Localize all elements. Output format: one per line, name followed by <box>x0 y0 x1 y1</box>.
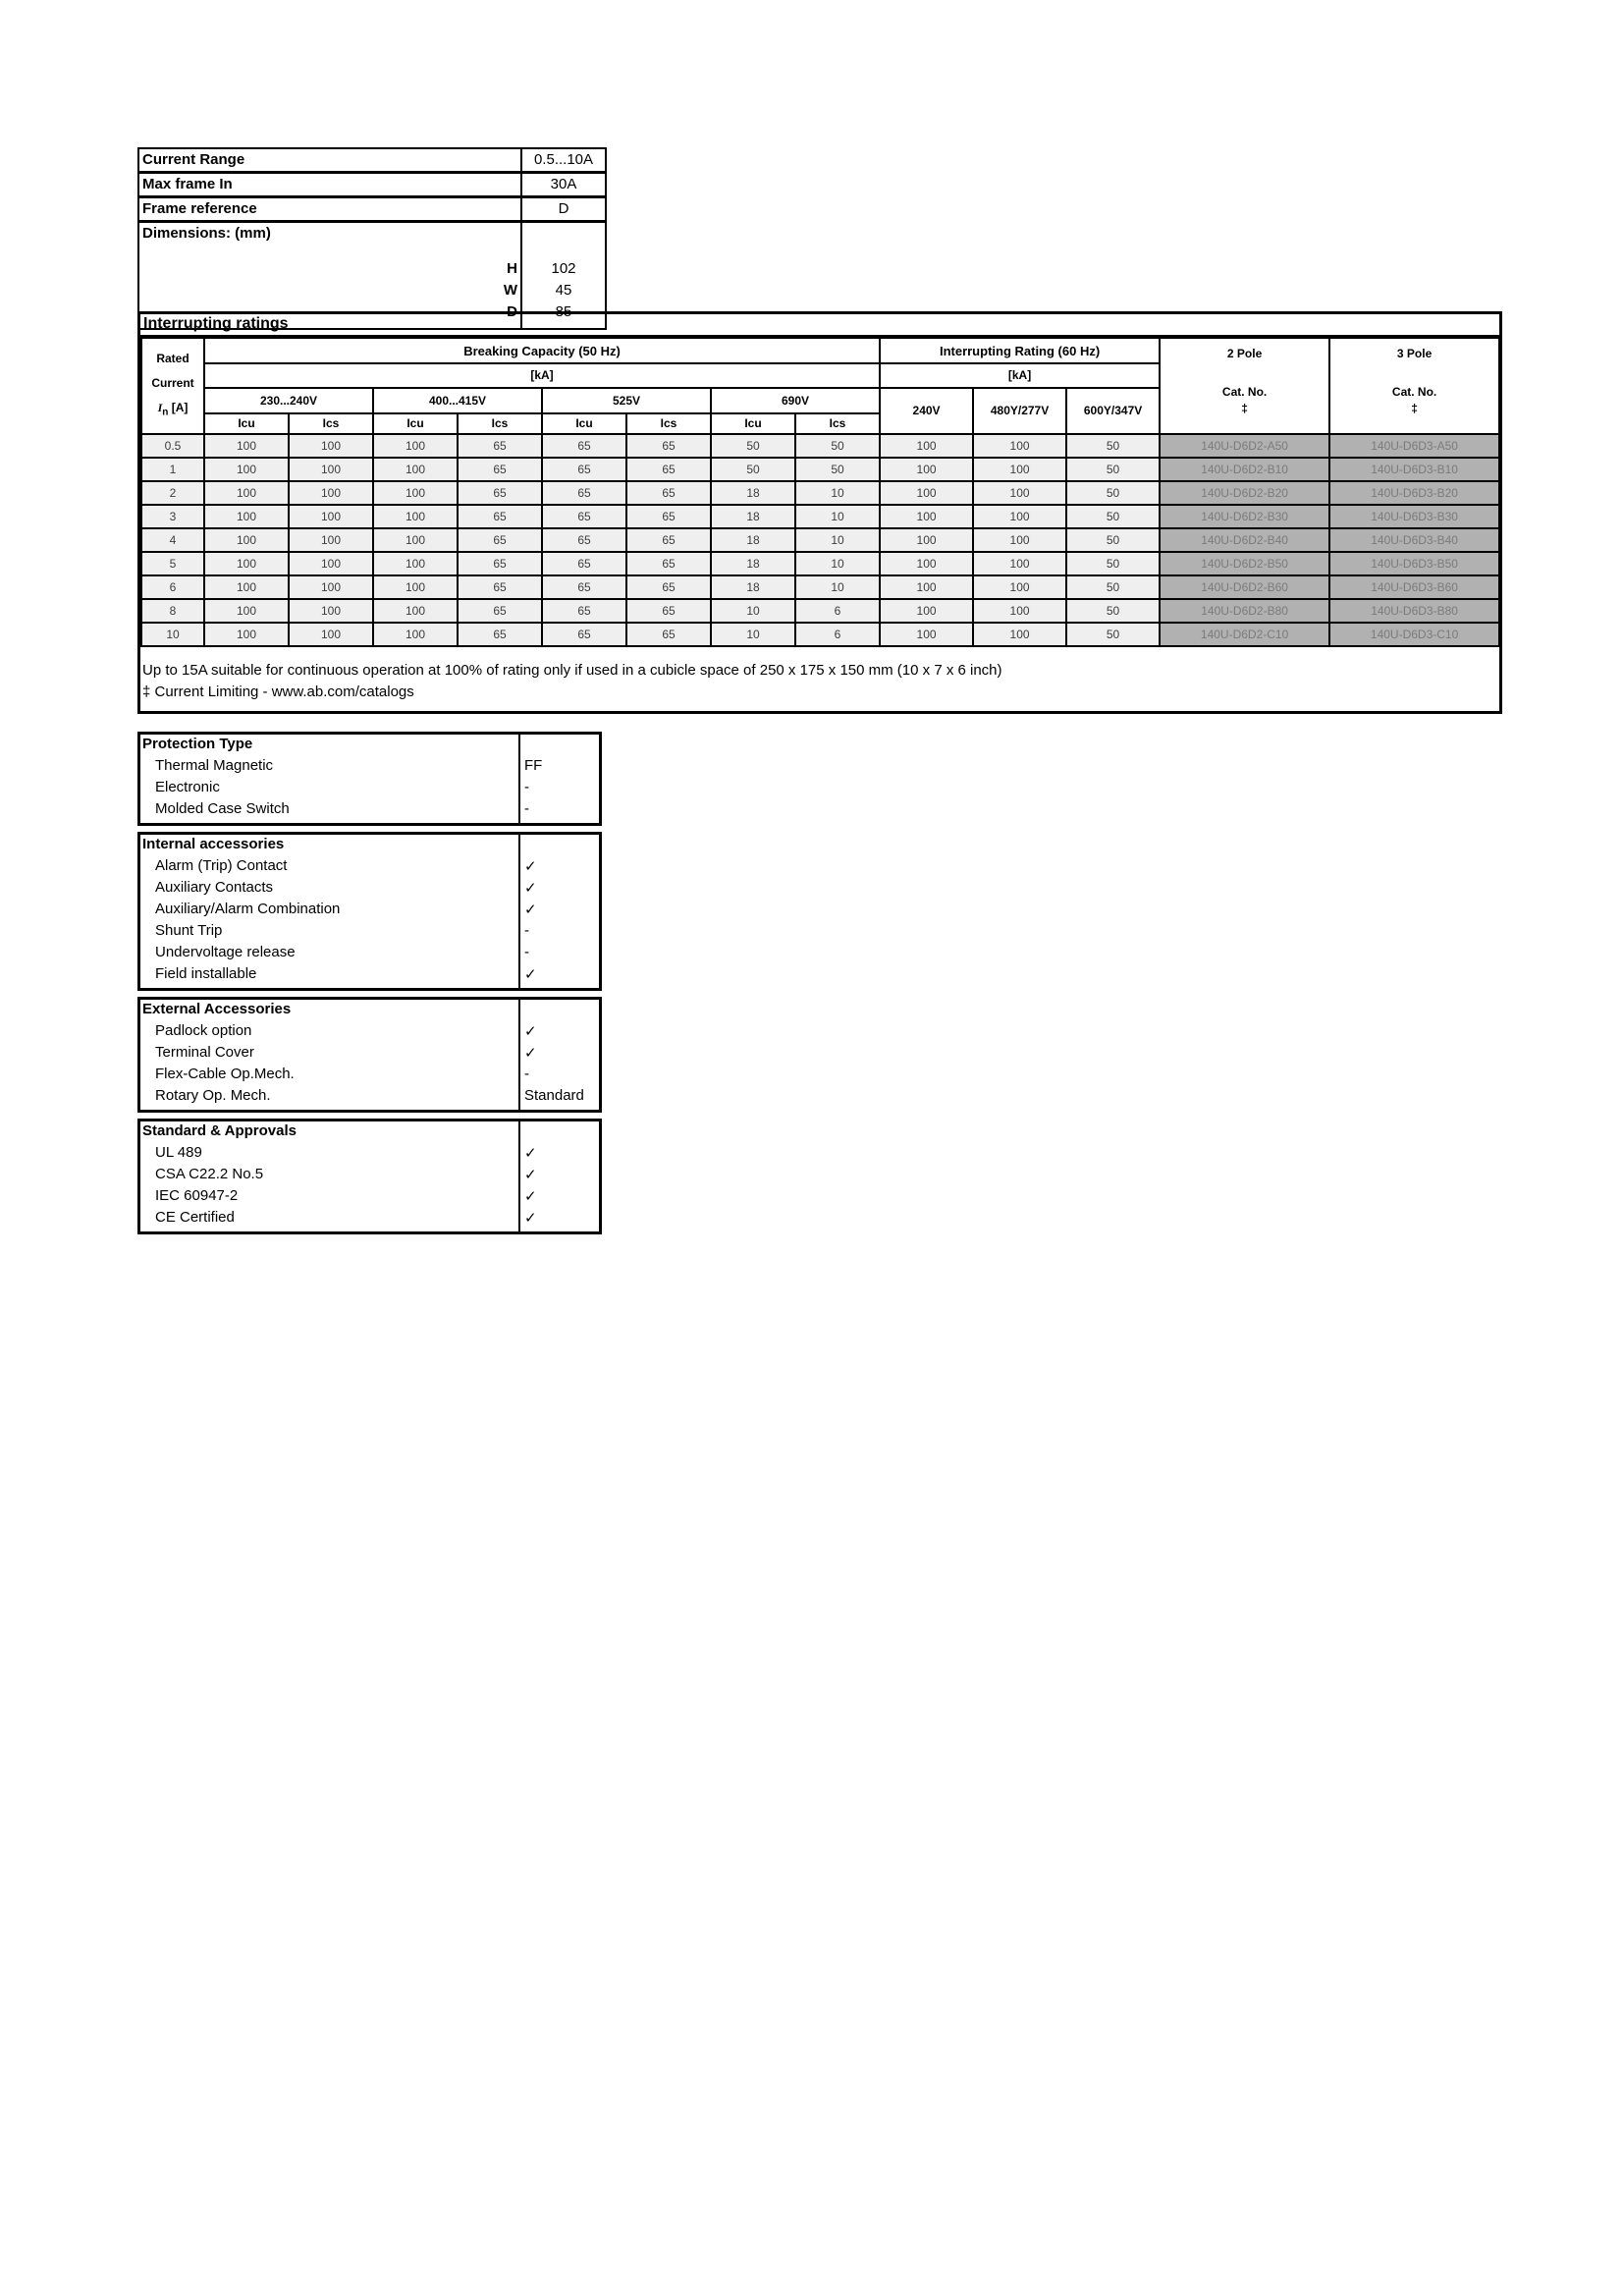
current-range-label: Current Range <box>139 149 522 171</box>
rated-header-subscript: n <box>162 407 169 418</box>
rated-current-cell: 5 <box>141 552 204 575</box>
ratings-table-row <box>141 528 1499 552</box>
rating-value-cell: 100 <box>373 505 458 528</box>
rated-current-cell: 3 <box>141 505 204 528</box>
spec-row-label: Shunt Trip <box>155 922 223 939</box>
rating-value-cell: 65 <box>458 434 542 458</box>
rating-value-cell: 50 <box>1066 458 1160 481</box>
interrupting-ratings-title: Interrupting ratings <box>140 314 1499 337</box>
rating-value-cell: 50 <box>795 458 880 481</box>
ratings-table-row <box>141 481 1499 505</box>
rating-value-cell: 10 <box>795 552 880 575</box>
rating-value-cell: 6 <box>795 623 880 646</box>
rated-current-cell: 8 <box>141 599 204 623</box>
max-frame-label: Max frame In <box>139 174 522 195</box>
rating-value-cell: 50 <box>795 434 880 458</box>
rating-value-cell: 50 <box>711 434 795 458</box>
rating-value-cell: 65 <box>542 528 626 552</box>
spec-section-value-spacer <box>520 1121 599 1143</box>
rating-value-cell: 100 <box>204 552 289 575</box>
rating-value-cell: 18 <box>711 481 795 505</box>
rating-value-cell: 100 <box>973 575 1066 599</box>
rating-value-cell: 100 <box>373 599 458 623</box>
ratings-table-row <box>141 505 1499 528</box>
rating-value-cell: 65 <box>542 623 626 646</box>
rating-value-cell: 6 <box>795 599 880 623</box>
pole3-dagger-icon: ‡ <box>1411 402 1418 415</box>
rating-value-cell: 100 <box>289 552 373 575</box>
spec-row-value: - <box>524 1066 529 1082</box>
spec-section-labels <box>140 1121 518 1231</box>
spec-row-label: CE Certified <box>155 1209 235 1226</box>
spec-row-label: IEC 60947-2 <box>155 1187 239 1204</box>
ics-header: Ics <box>795 413 880 434</box>
spec-section-labels <box>140 735 518 823</box>
rating-value-cell: 10 <box>711 623 795 646</box>
spec-row-label: CSA C22.2 No.5 <box>155 1166 264 1182</box>
rating-value-cell: 100 <box>973 434 1066 458</box>
dimension-key-w: W <box>503 282 517 299</box>
rating-value-cell: 65 <box>626 528 711 552</box>
catalog-number-3pole: 140U-D6D3-B80 <box>1329 599 1499 623</box>
rating-value-cell: 100 <box>204 623 289 646</box>
ratings-table-row <box>141 623 1499 646</box>
voltage-230-240: 230...240V <box>204 388 373 413</box>
check-icon: ✓ <box>524 1145 537 1162</box>
rated-header-unit: [A] <box>168 401 189 415</box>
rated-header-symbol: I <box>157 401 163 415</box>
rating-value-cell: 100 <box>880 505 973 528</box>
spec-row-label: Padlock option <box>155 1022 252 1039</box>
check-icon: ✓ <box>524 1188 537 1205</box>
voltage-480y277: 480Y/277V <box>973 388 1066 434</box>
check-icon: ✓ <box>524 1167 537 1183</box>
frame-reference-label: Frame reference <box>139 198 522 220</box>
rating-value-cell: 100 <box>973 481 1066 505</box>
spec-row-label: Alarm (Trip) Contact <box>155 857 288 874</box>
spec-section-title: Standard & Approvals <box>142 1122 297 1139</box>
rated-current-cell: 2 <box>141 481 204 505</box>
rating-value-cell: 65 <box>458 552 542 575</box>
product-info-table <box>137 147 607 330</box>
rating-value-cell: 50 <box>1066 623 1160 646</box>
catalog-number-2pole: 140U-D6D2-A50 <box>1160 434 1329 458</box>
spec-row-label: Field installable <box>155 965 257 982</box>
pole2-dagger-icon: ‡ <box>1241 402 1248 415</box>
ka-unit-50hz: [kA] <box>204 363 880 388</box>
rating-value-cell: 65 <box>458 458 542 481</box>
spec-section-value-spacer <box>520 1000 599 1021</box>
catalog-number-2pole: 140U-D6D2-C10 <box>1160 623 1329 646</box>
catalog-number-2pole: 140U-D6D2-B40 <box>1160 528 1329 552</box>
check-icon: ✓ <box>524 858 537 875</box>
spec-section-title: Internal accessories <box>142 836 285 852</box>
spec-row-value: Standard <box>524 1087 584 1104</box>
spec-row-label: Electronic <box>155 779 220 795</box>
rated-current-cell: 4 <box>141 528 204 552</box>
rating-value-cell: 100 <box>289 599 373 623</box>
rating-value-cell: 100 <box>289 623 373 646</box>
ics-header: Ics <box>626 413 711 434</box>
catalog-number-3pole: 140U-D6D3-B30 <box>1329 505 1499 528</box>
interrupting-rating-header: Interrupting Rating (60 Hz) <box>880 338 1160 363</box>
spec-section <box>137 832 602 991</box>
rating-value-cell: 100 <box>973 552 1066 575</box>
pole2-catno-label: Cat. No. <box>1221 385 1268 399</box>
rating-value-cell: 65 <box>458 575 542 599</box>
rating-value-cell: 65 <box>542 481 626 505</box>
rating-value-cell: 100 <box>373 458 458 481</box>
spec-row-label: Molded Case Switch <box>155 800 290 817</box>
check-icon: ✓ <box>524 1210 537 1227</box>
rating-value-cell: 50 <box>1066 505 1160 528</box>
ka-unit-60hz: [kA] <box>880 363 1160 388</box>
rating-value-cell: 100 <box>973 599 1066 623</box>
rating-value-cell: 18 <box>711 528 795 552</box>
spec-section-title: Protection Type <box>142 736 253 752</box>
rating-value-cell: 100 <box>373 575 458 599</box>
rating-value-cell: 18 <box>711 505 795 528</box>
rating-value-cell: 50 <box>1066 481 1160 505</box>
pole2-label: 2 Pole <box>1226 347 1263 360</box>
rating-value-cell: 65 <box>458 623 542 646</box>
rating-value-cell: 100 <box>373 623 458 646</box>
rating-value-cell: 65 <box>626 575 711 599</box>
rated-current-cell: 6 <box>141 575 204 599</box>
spec-row-label: Terminal Cover <box>155 1044 254 1061</box>
info-row-max-frame <box>139 174 605 198</box>
dimension-value-d: 85 <box>555 303 572 320</box>
rated-current-cell: 1 <box>141 458 204 481</box>
pole3-header <box>1329 338 1499 434</box>
rating-value-cell: 65 <box>542 505 626 528</box>
frame-reference-value: D <box>558 200 569 217</box>
rating-value-cell: 100 <box>204 458 289 481</box>
voltage-525: 525V <box>542 388 711 413</box>
rating-value-cell: 100 <box>204 599 289 623</box>
spec-section-values <box>518 835 599 988</box>
voltage-600y347: 600Y/347V <box>1066 388 1160 434</box>
rating-value-cell: 65 <box>542 458 626 481</box>
spec-section-labels <box>140 1000 518 1110</box>
info-row-frame-reference <box>139 198 605 223</box>
catalog-number-2pole: 140U-D6D2-B80 <box>1160 599 1329 623</box>
ratings-table-row <box>141 458 1499 481</box>
catalog-number-2pole: 140U-D6D2-B50 <box>1160 552 1329 575</box>
dimension-key-d: D <box>507 303 517 320</box>
rating-value-cell: 100 <box>973 623 1066 646</box>
voltage-240: 240V <box>880 388 973 434</box>
spec-row-value: FF <box>524 757 543 774</box>
icu-header: Icu <box>711 413 795 434</box>
interrupting-ratings-table <box>140 337 1500 647</box>
note-cubicle-space: Up to 15A suitable for continuous operation at 100% of rating only if used in a cubicle space of 250 x 175 x 150 mm (10 x 7 x 6 inch) <box>142 662 1002 679</box>
pole2-header <box>1160 338 1329 434</box>
catalog-number-2pole: 140U-D6D2-B10 <box>1160 458 1329 481</box>
catalog-number-2pole: 140U-D6D2-B20 <box>1160 481 1329 505</box>
rating-value-cell: 65 <box>626 434 711 458</box>
rating-value-cell: 65 <box>542 599 626 623</box>
catalog-number-2pole: 140U-D6D2-B60 <box>1160 575 1329 599</box>
rating-value-cell: 18 <box>711 552 795 575</box>
catalog-number-3pole: 140U-D6D3-B10 <box>1329 458 1499 481</box>
breaking-capacity-header: Breaking Capacity (50 Hz) <box>204 338 880 363</box>
rated-header-line1: Rated <box>156 352 189 366</box>
spec-sections <box>137 732 602 1240</box>
icu-header: Icu <box>204 413 289 434</box>
rating-value-cell: 65 <box>626 623 711 646</box>
spec-section <box>137 997 602 1113</box>
spec-section-values <box>518 735 599 823</box>
rating-value-cell: 100 <box>880 575 973 599</box>
rating-value-cell: 65 <box>626 481 711 505</box>
check-icon: ✓ <box>524 902 537 918</box>
catalog-number-3pole: 140U-D6D3-B60 <box>1329 575 1499 599</box>
spec-row-value: - <box>524 800 529 817</box>
rating-value-cell: 18 <box>711 575 795 599</box>
rating-value-cell: 100 <box>880 599 973 623</box>
catalog-number-2pole: 140U-D6D2-B30 <box>1160 505 1329 528</box>
catalog-number-3pole: 140U-D6D3-C10 <box>1329 623 1499 646</box>
rating-value-cell: 100 <box>973 458 1066 481</box>
rating-value-cell: 100 <box>289 575 373 599</box>
check-icon: ✓ <box>524 880 537 897</box>
rating-value-cell: 100 <box>880 458 973 481</box>
rating-value-cell: 10 <box>795 481 880 505</box>
spec-section-title: External Accessories <box>142 1001 292 1017</box>
rating-value-cell: 10 <box>795 505 880 528</box>
rating-value-cell: 10 <box>795 528 880 552</box>
check-icon: ✓ <box>524 1045 537 1062</box>
rating-value-cell: 50 <box>1066 575 1160 599</box>
catalog-number-3pole: 140U-D6D3-A50 <box>1329 434 1499 458</box>
max-frame-value: 30A <box>550 176 577 192</box>
rating-value-cell: 50 <box>711 458 795 481</box>
ics-header: Ics <box>458 413 542 434</box>
voltage-400-415: 400...415V <box>373 388 542 413</box>
rating-value-cell: 100 <box>973 528 1066 552</box>
rating-value-cell: 100 <box>289 528 373 552</box>
rated-current-cell: 10 <box>141 623 204 646</box>
spec-section-value-spacer <box>520 735 599 756</box>
spec-row-value: - <box>524 922 529 939</box>
rating-value-cell: 100 <box>373 481 458 505</box>
ratings-table-row <box>141 434 1499 458</box>
rating-value-cell: 50 <box>1066 434 1160 458</box>
rating-value-cell: 65 <box>626 599 711 623</box>
rating-value-cell: 65 <box>458 599 542 623</box>
spec-row-value: - <box>524 779 529 795</box>
rating-value-cell: 100 <box>204 505 289 528</box>
spec-row-label: UL 489 <box>155 1144 202 1161</box>
rated-current-cell: 0.5 <box>141 434 204 458</box>
ratings-table-row <box>141 575 1499 599</box>
rating-value-cell: 65 <box>458 528 542 552</box>
rating-value-cell: 100 <box>204 481 289 505</box>
spec-section-value-spacer <box>520 835 599 856</box>
rating-value-cell: 100 <box>204 434 289 458</box>
rating-value-cell: 100 <box>289 505 373 528</box>
spec-row-label: Auxiliary/Alarm Combination <box>155 901 341 917</box>
spec-section <box>137 1119 602 1234</box>
info-row-current-range <box>139 149 605 174</box>
dimension-value-w: 45 <box>555 282 572 299</box>
rating-value-cell: 65 <box>626 458 711 481</box>
catalog-number-3pole: 140U-D6D3-B50 <box>1329 552 1499 575</box>
spec-row-label: Rotary Op. Mech. <box>155 1087 271 1104</box>
spec-section-labels <box>140 835 518 988</box>
current-range-value: 0.5...10A <box>533 151 594 168</box>
voltage-690: 690V <box>711 388 880 413</box>
rating-value-cell: 100 <box>373 528 458 552</box>
icu-header: Icu <box>542 413 626 434</box>
dimension-key-h: H <box>507 260 517 277</box>
catalog-number-3pole: 140U-D6D3-B20 <box>1329 481 1499 505</box>
rating-value-cell: 65 <box>542 434 626 458</box>
rating-value-cell: 100 <box>880 528 973 552</box>
rated-header-line2: Current <box>151 376 194 391</box>
ics-header: Ics <box>289 413 373 434</box>
rating-value-cell: 65 <box>542 575 626 599</box>
spec-row-value: - <box>524 944 529 960</box>
spec-section <box>137 732 602 826</box>
rating-value-cell: 100 <box>289 434 373 458</box>
rating-value-cell: 10 <box>795 575 880 599</box>
rating-value-cell: 100 <box>204 575 289 599</box>
spec-row-label: Auxiliary Contacts <box>155 879 274 896</box>
rating-value-cell: 100 <box>973 505 1066 528</box>
rating-value-cell: 10 <box>711 599 795 623</box>
rating-value-cell: 100 <box>880 623 973 646</box>
note-current-limiting: ‡ Current Limiting - www.ab.com/catalogs <box>142 683 414 700</box>
ratings-table-row <box>141 552 1499 575</box>
icu-header: Icu <box>373 413 458 434</box>
interrupting-ratings-box <box>137 311 1502 714</box>
spec-row-label: Undervoltage release <box>155 944 296 960</box>
rating-value-cell: 100 <box>289 458 373 481</box>
spec-section-values <box>518 1000 599 1110</box>
rating-value-cell: 100 <box>373 552 458 575</box>
spec-row-label: Flex-Cable Op.Mech. <box>155 1066 295 1082</box>
ratings-tbody <box>141 434 1499 646</box>
rating-value-cell: 65 <box>626 505 711 528</box>
rating-value-cell: 65 <box>626 552 711 575</box>
dimensions-title: Dimensions: (mm) <box>142 225 271 242</box>
check-icon: ✓ <box>524 966 537 983</box>
ratings-notes <box>140 647 1499 711</box>
pole3-label: 3 Pole <box>1396 347 1433 360</box>
ratings-table-row <box>141 599 1499 623</box>
rating-value-cell: 50 <box>1066 528 1160 552</box>
rating-value-cell: 100 <box>204 528 289 552</box>
rating-value-cell: 65 <box>542 552 626 575</box>
rating-value-cell: 65 <box>458 481 542 505</box>
spec-section-values <box>518 1121 599 1231</box>
rating-value-cell: 65 <box>458 505 542 528</box>
catalog-number-3pole: 140U-D6D3-B40 <box>1329 528 1499 552</box>
spec-row-label: Thermal Magnetic <box>155 757 274 774</box>
rating-value-cell: 50 <box>1066 552 1160 575</box>
rating-value-cell: 100 <box>373 434 458 458</box>
pole3-catno-label: Cat. No. <box>1391 385 1437 399</box>
rating-value-cell: 100 <box>880 481 973 505</box>
dimension-value-h: 102 <box>551 260 576 277</box>
check-icon: ✓ <box>524 1023 537 1040</box>
rating-value-cell: 100 <box>880 552 973 575</box>
rating-value-cell: 50 <box>1066 599 1160 623</box>
rated-current-header <box>141 338 204 434</box>
rating-value-cell: 100 <box>289 481 373 505</box>
rating-value-cell: 100 <box>880 434 973 458</box>
